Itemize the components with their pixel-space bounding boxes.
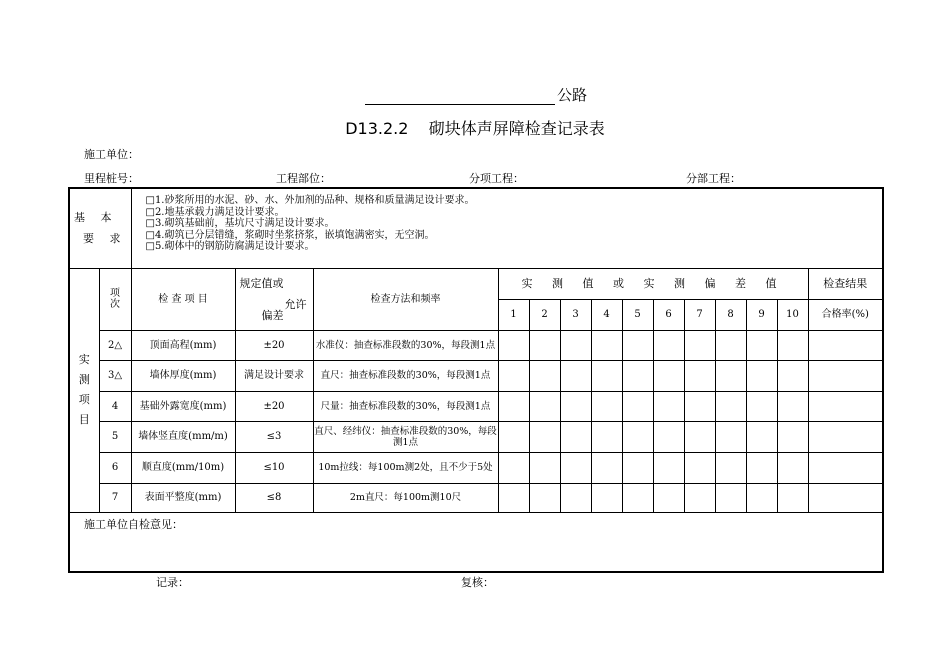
result-cell[interactable] [808,360,883,391]
value-cell[interactable] [746,483,777,512]
value-cell[interactable] [715,330,746,360]
value-cell[interactable] [653,421,684,452]
value-cell[interactable] [560,391,591,421]
row-item: 顺直度(mm/10m) [131,452,235,483]
inspection-table [68,187,884,573]
value-cell[interactable] [653,452,684,483]
table-row [69,483,883,512]
result-cell[interactable] [808,421,883,452]
work-part-label: 工程部位： [276,172,331,185]
result-cell[interactable] [808,330,883,360]
value-cell[interactable] [746,391,777,421]
value-cell[interactable] [684,483,715,512]
construction-unit-label: 施工单位： [84,148,139,161]
value-cell[interactable] [684,391,715,421]
value-cell[interactable] [746,421,777,452]
value-cell[interactable] [777,421,808,452]
row-item: 墙体竖直度(mm/m) [131,421,235,452]
value-cell[interactable] [591,421,622,452]
value-cell[interactable] [560,452,591,483]
table-row [69,452,883,483]
value-cell[interactable] [777,391,808,421]
row-method: 尺量：抽查标准段数的30%，每段测1点 [313,391,498,421]
row-method: 直尺：抽查标准段数的30%，每段测1点 [313,360,498,391]
mileage-label: 里程桩号： [84,172,139,185]
value-cell[interactable] [684,330,715,360]
value-cell[interactable] [715,421,746,452]
row-no: 5 [99,421,131,452]
row-item: 墙体厚度(mm) [131,360,235,391]
value-cell[interactable] [498,421,529,452]
value-cell[interactable] [653,330,684,360]
value-cell[interactable] [746,452,777,483]
value-cell[interactable] [560,483,591,512]
row-method: 水准仪：抽查标准段数的30%，每段测1点 [313,330,498,360]
self-check-label: 施工单位自检意见： [84,517,183,531]
row-no: 2△ [99,330,131,360]
value-cell[interactable] [529,391,560,421]
header-row-1 [69,268,883,299]
value-cell[interactable] [622,452,653,483]
value-cell[interactable] [746,330,777,360]
row-no: 4 [99,391,131,421]
result-cell[interactable] [808,391,883,421]
road-name-blank[interactable] [365,88,555,105]
col-header-no: 项 次 [99,268,131,330]
road-title [365,84,587,105]
row-spec: ≤3 [235,421,313,452]
value-cell[interactable] [622,360,653,391]
value-col-1: 1 [498,299,529,330]
value-cell[interactable] [529,483,560,512]
value-cell[interactable] [560,330,591,360]
reviewer-label: 复核： [461,576,494,589]
col-header-method: 检查方法和频率 [313,268,498,330]
value-cell[interactable] [498,483,529,512]
value-col-4: 4 [591,299,622,330]
value-cell[interactable] [653,483,684,512]
row-spec: ≤8 [235,483,313,512]
value-cell[interactable] [591,360,622,391]
row-method: 10m拉线：每100m测2处，且不少于5处 [313,452,498,483]
value-cell[interactable] [591,483,622,512]
row-item: 基础外露宽度(mm) [131,391,235,421]
value-cell[interactable] [777,330,808,360]
form-title [0,116,950,139]
requirement-2[interactable]: □2.地基承载力满足设计要求。 [145,206,285,218]
row-item: 顶面高程(mm) [131,330,235,360]
value-cell[interactable] [777,360,808,391]
value-cell[interactable] [498,391,529,421]
value-cell[interactable] [560,421,591,452]
row-no: 7 [99,483,131,512]
value-cell[interactable] [560,360,591,391]
value-cell[interactable] [653,391,684,421]
form-title-text: 砌块体声屏障检查记录表 [428,119,605,138]
value-col-5: 5 [622,299,653,330]
col-header-item: 检 查 项 目 [131,268,235,330]
row-no: 3△ [99,360,131,391]
col-header-pass-rate: 合格率(%) [808,299,883,330]
row-spec: ≤10 [235,452,313,483]
value-col-9: 9 [746,299,777,330]
basic-requirements-row [69,188,883,268]
value-cell[interactable] [498,452,529,483]
value-cell[interactable] [622,421,653,452]
basic-requirements-list [131,188,883,268]
table-row [69,391,883,421]
division-project-label: 分部工程： [686,172,741,185]
self-check-row [69,512,883,572]
row-spec: ±20 [235,391,313,421]
value-col-10: 10 [777,299,808,330]
value-cell[interactable] [777,483,808,512]
value-cell[interactable] [622,483,653,512]
col-header-result: 检查结果 [808,268,883,299]
value-cell[interactable] [746,360,777,391]
value-cell[interactable] [777,452,808,483]
col-header-spec: 规定值或 允许 偏差 [235,268,313,330]
value-col-6: 6 [653,299,684,330]
requirement-1[interactable]: □1.砂浆所用的水泥、砂、水、外加剂的品种、规格和质量满足设计要求。 [145,195,475,206]
requirement-4[interactable]: □4.砌筑已分层错缝，浆砌时坐浆挤浆，嵌填饱满密实，无空洞。 [145,229,435,241]
value-cell[interactable] [684,360,715,391]
requirement-5[interactable]: □5.砌体中的钢筋防腐满足设计要求。 [145,241,315,252]
value-cell[interactable] [498,360,529,391]
row-method: 直尺、经纬仪：抽查标准段数的30%，每段测1点 [313,421,498,452]
col-header-values: 实 测 值 或 实 测 偏 差 值 [498,268,808,299]
table-row [69,360,883,391]
value-cell[interactable] [591,391,622,421]
value-cell[interactable] [715,360,746,391]
value-cell[interactable] [529,452,560,483]
measured-items-label: 实 测 项 目 [69,268,99,512]
road-suffix: 公路 [557,86,588,104]
value-cell[interactable] [715,452,746,483]
recorder-label: 记录： [156,576,189,589]
value-cell[interactable] [591,330,622,360]
value-cell[interactable] [715,391,746,421]
value-cell[interactable] [529,330,560,360]
value-col-8: 8 [715,299,746,330]
basic-requirements-label: 基 本 要 求 [69,188,131,268]
value-cell[interactable] [622,330,653,360]
self-check-opinion[interactable] [69,512,883,572]
value-cell[interactable] [622,391,653,421]
value-cell[interactable] [715,483,746,512]
table-row [69,330,883,360]
requirement-3[interactable]: □3.砌筑基础前，基坑尺寸满足设计要求。 [145,218,335,229]
row-method: 2m直尺：每100m测10尺 [313,483,498,512]
row-spec: 满足设计要求 [235,360,313,391]
result-cell[interactable] [808,483,883,512]
value-col-3: 3 [560,299,591,330]
row-spec: ±20 [235,330,313,360]
value-cell[interactable] [498,330,529,360]
form-code: D13.2.2 [345,119,409,138]
value-col-7: 7 [684,299,715,330]
value-cell[interactable] [684,421,715,452]
value-cell[interactable] [591,452,622,483]
value-col-2: 2 [529,299,560,330]
item-project-label: 分项工程： [469,172,524,185]
row-item: 表面平整度(mm) [131,483,235,512]
value-cell[interactable] [684,452,715,483]
value-cell[interactable] [529,421,560,452]
value-cell[interactable] [529,360,560,391]
result-cell[interactable] [808,452,883,483]
value-cell[interactable] [653,360,684,391]
table-row [69,421,883,452]
row-no: 6 [99,452,131,483]
